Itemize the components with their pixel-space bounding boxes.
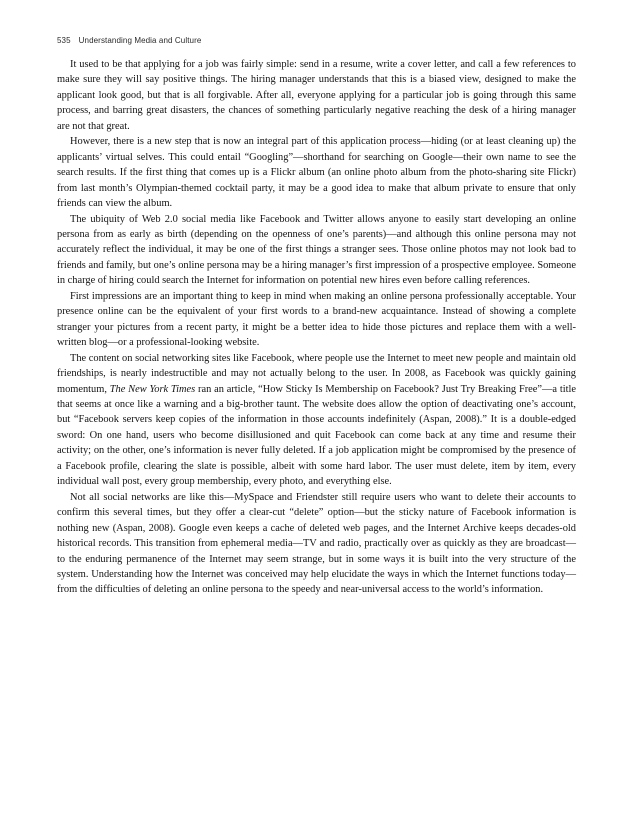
page-header — [57, 36, 576, 46]
paragraph-text: Not all social networks are like this—MySpace and Friendster still require users who want to delete their accounts to confirm this several times, but they offer a clear-cut “delete” option—but the sticky nature of Facebook information is nothing new (Aspan, 2008). Google even keeps a cache of deleted web pages, and the Internet Archive keeps decades-old historical records. This transition from ephemeral media—TV and radio, practically over as quickly as they are broadcast—to the enduring permanence of the Internet may seem strange, but in some ways it is built into the very structure of the system. Understanding how the Internet was conceived may help elucidate the ways in which the Internet functions today—from the difficulties of deleting an online persona to the speedy and near-universal access to the world’s information. — [57, 491, 576, 596]
paragraph-6 — [57, 490, 576, 598]
page-number: 535 — [57, 36, 71, 45]
paragraph-5 — [57, 351, 576, 490]
paragraph-3 — [57, 212, 576, 289]
paragraph-text: The ubiquity of Web 2.0 social media like Facebook and Twitter allows anyone to easily start developing an online persona from as early as birth (depending on the openness of one’s parents)—and although this online persona may not accurately reflect the individual, it may be one of the first things a stranger sees. Those online photos may not look bad to friends and family, but one’s online persona may be a hiring manager’s first impression of a prospective employee. Someone in charge of hiring could search the Internet for information on potential new hires even before calling references. — [57, 213, 576, 287]
paragraph-text: It used to be that applying for a job was fairly simple: send in a resume, write a cover letter, and call a few references to make sure they will say positive things. The hiring manager understands that this is a biased view, designed to make the applicant look good, but that is all forgivable. After all, everyone applying for a particular job is going through this same process, and barring great disasters, the chances of something particularly negative reaching the desk of a hiring manager are not that great. — [57, 59, 576, 132]
paragraph-2 — [57, 134, 576, 211]
paragraph-text: ran an article, “How Sticky Is Membership on Facebook? Just Try Breaking Free”—a title that seems at once like a warning and a big-brother taunt. The website does allow the option of deactivating one’s account, but “Facebook servers keep copies of the information in those accounts indefinitely (Aspan, 2008).” It is a double-edged sword: On one hand, users who become disillusioned and quit Facebook can come back at any time and resume their activity; on the other, one’s information is never fully deleted. If a job application might be compromised by the presence of a Facebook profile, clearing the slate is possible, albeit with some hard labor. The user must delete, item by item, every individual wall post, every group membership, every photo, and everything else. — [57, 383, 576, 488]
article-body — [57, 57, 576, 598]
paragraph-4 — [57, 289, 576, 351]
running-title: Understanding Media and Culture — [78, 36, 202, 45]
paragraph-1 — [57, 57, 576, 134]
paragraph-text: First impressions are an important thing to keep in mind when making an online persona professionally acceptable. Your presence online can be the equivalent of your first words to a brand-new acquaintance. Instead of showing a complete stranger your pictures from a recent party, it might be a better idea to hide those pictures and replace them with a well-written blog—or a professional-looking website. — [57, 290, 576, 349]
paragraph-text: However, there is a new step that is now an integral part of this application process—hiding (or at least cleaning up) the applicants’ virtual selves. This could entail “Googling”—shorthand for searching on Google—their own name to see the search results. If the first thing that comes up is a Flickr album (an online photo album from the photo-sharing site Flickr) from last month’s Olympian-themed cocktail party, it may be a good idea to make that album private to ensure that only friends can view the album. — [57, 136, 576, 210]
publication-title: The New York Times — [109, 383, 196, 395]
paragraph-text: The content on social networking sites like Facebook, where people use the Internet to meet new people and maintain old friendships, is nearly indestructible and may not actually belong to the user. In 2008, as Facebook was quickly gaining momentum, — [57, 352, 576, 395]
